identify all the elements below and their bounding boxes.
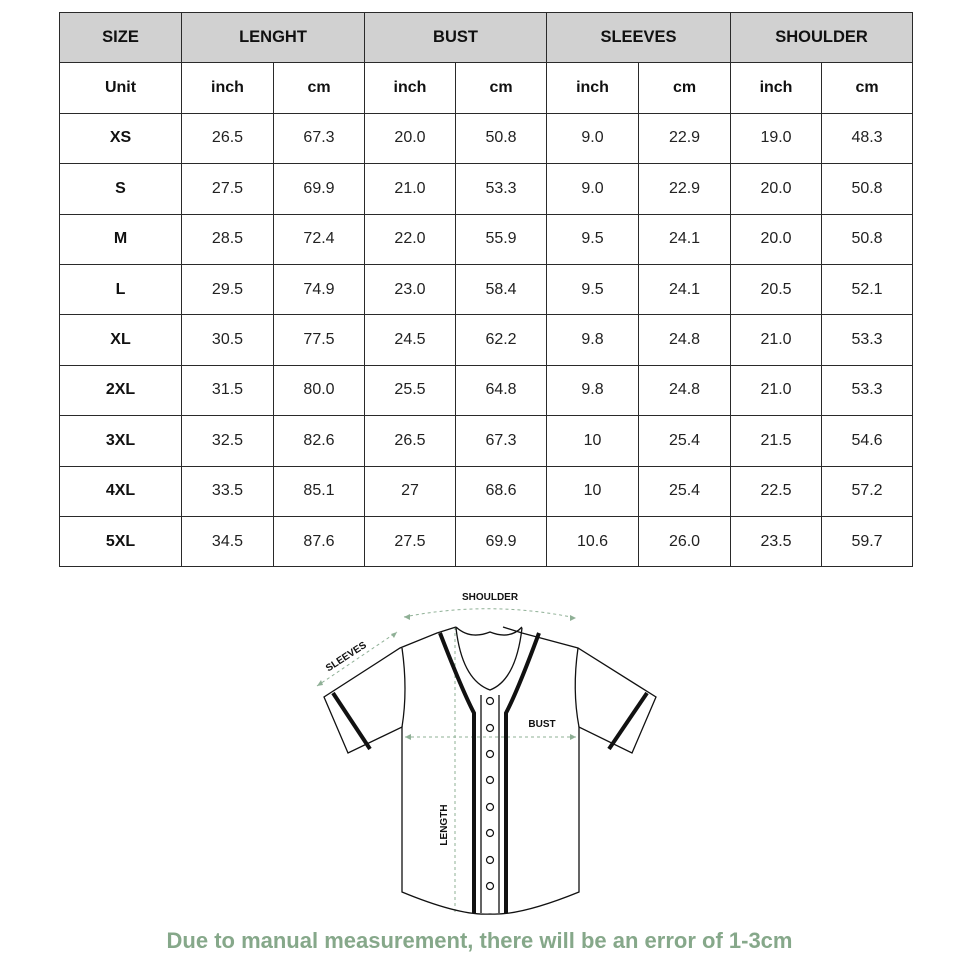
unit-cell: cm <box>274 63 365 113</box>
measurement-cell: 19.0 <box>731 113 822 163</box>
measurement-cell: 50.8 <box>456 113 547 163</box>
size-row <box>60 315 913 365</box>
size-label: 2XL <box>60 365 182 415</box>
size-row <box>60 264 913 314</box>
shoulder-guide-line <box>404 609 576 618</box>
measurement-cell: 82.6 <box>274 416 365 466</box>
measurement-cell: 10 <box>547 416 639 466</box>
measurement-cell: 67.3 <box>456 416 547 466</box>
shoulder-label: SHOULDER <box>461 592 519 603</box>
measurement-cell: 20.0 <box>731 214 822 264</box>
size-label: 5XL <box>60 516 182 566</box>
measurement-cell: 53.3 <box>822 315 913 365</box>
measurement-cell: 25.4 <box>639 416 731 466</box>
measurement-cell: 69.9 <box>456 516 547 566</box>
size-label: 4XL <box>60 466 182 516</box>
measurement-cell: 32.5 <box>182 416 274 466</box>
header-shoulder: SHOULDER <box>731 13 913 63</box>
measurement-cell: 33.5 <box>182 466 274 516</box>
measurement-cell: 26.5 <box>182 113 274 163</box>
measurement-cell: 62.2 <box>456 315 547 365</box>
unit-cell: inch <box>182 63 274 113</box>
measurement-cell: 22.9 <box>639 113 731 163</box>
measurement-cell: 27.5 <box>365 516 456 566</box>
unit-cell: cm <box>456 63 547 113</box>
measurement-cell: 25.4 <box>639 466 731 516</box>
measurement-cell: 22.5 <box>731 466 822 516</box>
measurement-cell: 10 <box>547 466 639 516</box>
measurement-cell: 74.9 <box>274 264 365 314</box>
header-bust: BUST <box>365 13 547 63</box>
measurement-cell: 31.5 <box>182 365 274 415</box>
size-row <box>60 516 913 566</box>
measurement-cell: 48.3 <box>822 113 913 163</box>
measurement-cell: 21.0 <box>731 315 822 365</box>
unit-cell: cm <box>639 63 731 113</box>
header-length: LENGHT <box>182 13 365 63</box>
size-row <box>60 113 913 163</box>
measurement-cell: 10.6 <box>547 516 639 566</box>
measurement-cell: 53.3 <box>456 164 547 214</box>
measurement-cell: 20.5 <box>731 264 822 314</box>
jersey-outline <box>324 627 656 914</box>
measurement-cell: 34.5 <box>182 516 274 566</box>
measurement-cell: 9.8 <box>547 365 639 415</box>
measurement-cell: 24.8 <box>639 315 731 365</box>
sleeves-label: SLEEVES <box>324 639 369 675</box>
measurement-cell: 20.0 <box>365 113 456 163</box>
measurement-cell: 25.5 <box>365 365 456 415</box>
size-row <box>60 416 913 466</box>
measurement-cell: 20.0 <box>731 164 822 214</box>
measurement-cell: 55.9 <box>456 214 547 264</box>
measurement-cell: 52.1 <box>822 264 913 314</box>
size-row <box>60 214 913 264</box>
unit-label: Unit <box>60 63 182 113</box>
unit-cell: cm <box>822 63 913 113</box>
size-label: XS <box>60 113 182 163</box>
size-label: M <box>60 214 182 264</box>
measurement-cell: 53.3 <box>822 365 913 415</box>
size-label: XL <box>60 315 182 365</box>
measurement-cell: 28.5 <box>182 214 274 264</box>
measurement-cell: 50.8 <box>822 164 913 214</box>
unit-cell: inch <box>547 63 639 113</box>
measurement-cell: 69.9 <box>274 164 365 214</box>
header-sleeves: SLEEVES <box>547 13 731 63</box>
size-row <box>60 466 913 516</box>
size-chart-table <box>59 12 913 567</box>
measurement-cell: 21.0 <box>731 365 822 415</box>
measurement-cell: 87.6 <box>274 516 365 566</box>
measurement-cell: 58.4 <box>456 264 547 314</box>
jersey-piping <box>333 633 647 913</box>
size-label: L <box>60 264 182 314</box>
measurement-cell: 68.6 <box>456 466 547 516</box>
measurement-cell: 9.5 <box>547 214 639 264</box>
measurement-cell: 24.8 <box>639 365 731 415</box>
measurement-cell: 54.6 <box>822 416 913 466</box>
measurement-cell: 27 <box>365 466 456 516</box>
measurement-cell: 24.1 <box>639 264 731 314</box>
measurement-cell: 21.0 <box>365 164 456 214</box>
size-label: S <box>60 164 182 214</box>
measurement-cell: 30.5 <box>182 315 274 365</box>
jersey-buttons <box>487 698 494 890</box>
measurement-cell: 50.8 <box>822 214 913 264</box>
measurement-cell: 22.9 <box>639 164 731 214</box>
group-header-row <box>60 13 913 63</box>
measurement-cell: 26.0 <box>639 516 731 566</box>
measurement-cell: 80.0 <box>274 365 365 415</box>
unit-cell: inch <box>731 63 822 113</box>
size-row <box>60 164 913 214</box>
size-label: 3XL <box>60 416 182 466</box>
measurement-cell: 57.2 <box>822 466 913 516</box>
measurement-cell: 64.8 <box>456 365 547 415</box>
measurement-cell: 9.0 <box>547 164 639 214</box>
unit-row <box>60 63 913 113</box>
measurement-cell: 9.5 <box>547 264 639 314</box>
measurement-cell: 85.1 <box>274 466 365 516</box>
jersey-diagram <box>300 580 670 925</box>
measurement-cell: 26.5 <box>365 416 456 466</box>
measurement-cell: 72.4 <box>274 214 365 264</box>
measurement-cell: 67.3 <box>274 113 365 163</box>
size-row <box>60 365 913 415</box>
measurement-cell: 24.5 <box>365 315 456 365</box>
measurement-cell: 77.5 <box>274 315 365 365</box>
header-size: SIZE <box>60 13 182 63</box>
bust-label: BUST <box>528 719 556 730</box>
unit-cell: inch <box>365 63 456 113</box>
sleeves-guide-line <box>317 632 397 686</box>
measurement-cell: 22.0 <box>365 214 456 264</box>
measurement-cell: 27.5 <box>182 164 274 214</box>
measurement-cell: 23.0 <box>365 264 456 314</box>
measurement-cell: 9.0 <box>547 113 639 163</box>
measurement-cell: 24.1 <box>639 214 731 264</box>
measurement-error-note: Due to manual measurement, there will be an error of 1-3cm <box>166 928 793 953</box>
measurement-cell: 9.8 <box>547 315 639 365</box>
measurement-cell: 59.7 <box>822 516 913 566</box>
length-label: LENGTH <box>439 804 450 846</box>
measurement-cell: 29.5 <box>182 264 274 314</box>
measurement-cell: 21.5 <box>731 416 822 466</box>
measurement-cell: 23.5 <box>731 516 822 566</box>
